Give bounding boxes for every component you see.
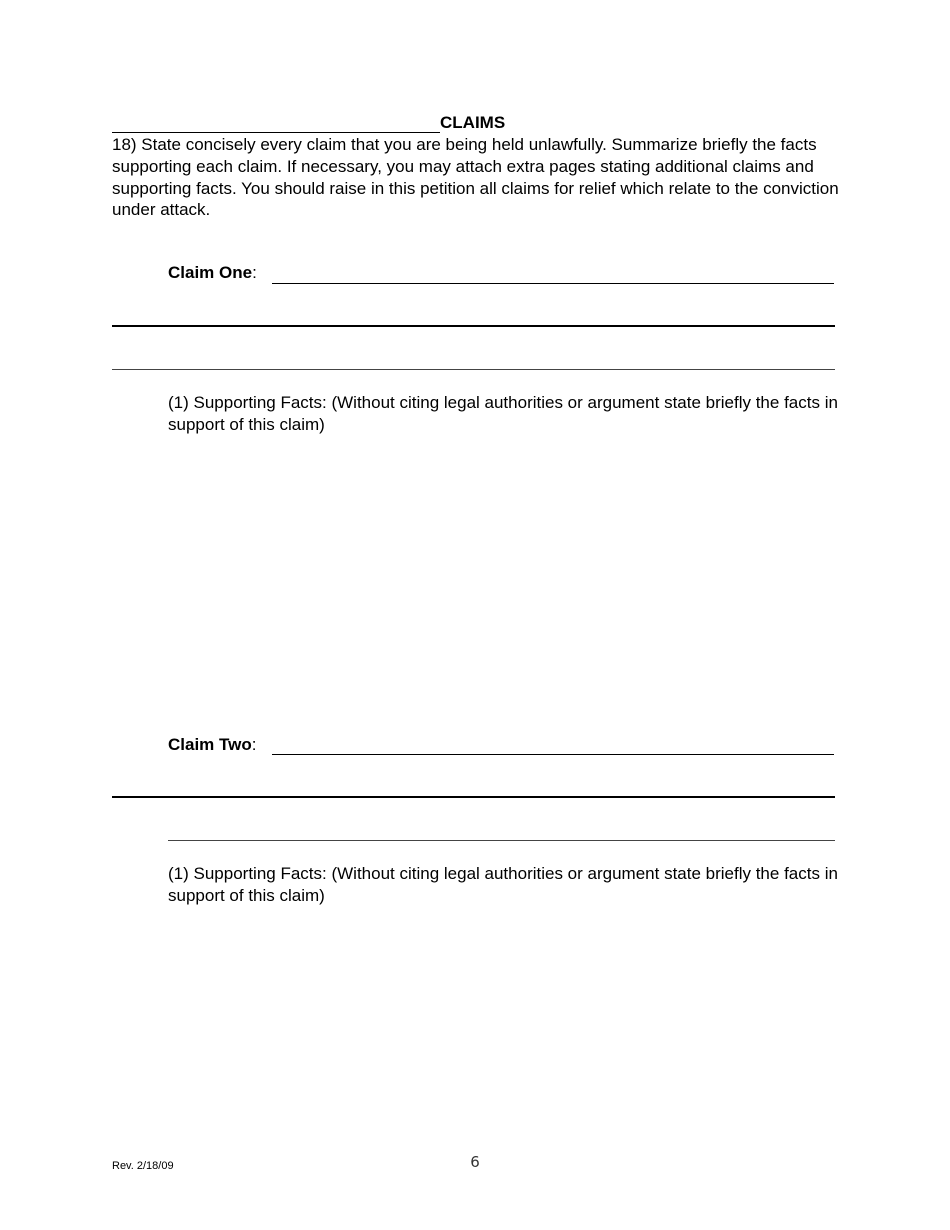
claim-one-title: Claim One: [168, 263, 253, 282]
claim-two-label: [168, 735, 256, 755]
claim-one-answer-line[interactable]: [272, 283, 834, 284]
claim-one-answer-line-2[interactable]: [112, 325, 835, 327]
section-title: CLAIMS: [440, 113, 506, 132]
page-number: 6: [470, 1153, 480, 1171]
claim-two-colon: :: [251, 735, 257, 754]
claim-one-supporting-facts-prompt: (1) Supporting Facts: (Without citing legal authorities or argument state briefly the facts in support of this claim): [168, 393, 838, 434]
claim-two-answer-line-3[interactable]: [168, 840, 835, 841]
title-underline-rule: [112, 132, 440, 133]
claim-two-supporting-facts-prompt: (1) Supporting Facts: (Without citing legal authorities or argument state briefly the facts in support of this claim): [168, 864, 838, 905]
claim-two-answer-line[interactable]: [272, 754, 834, 755]
claim-two-answer-line-2[interactable]: [112, 796, 835, 798]
claim-one-colon: :: [252, 263, 257, 282]
claim-one-label: [168, 263, 257, 283]
revision-date: Rev. 2/18/09: [112, 1160, 174, 1172]
claim-two-title: Claim Two: [168, 735, 252, 754]
claims-instructions: 18) State concisely every claim that you are being held unlawfully. Summarize briefly the facts supporting each claim. If necessary, you may attach extra pages stating additional claims and supporting facts. You should raise in this petition all claims for relief which relate to the conviction under attack.: [112, 135, 839, 220]
claim-one-answer-line-3[interactable]: [112, 369, 835, 370]
